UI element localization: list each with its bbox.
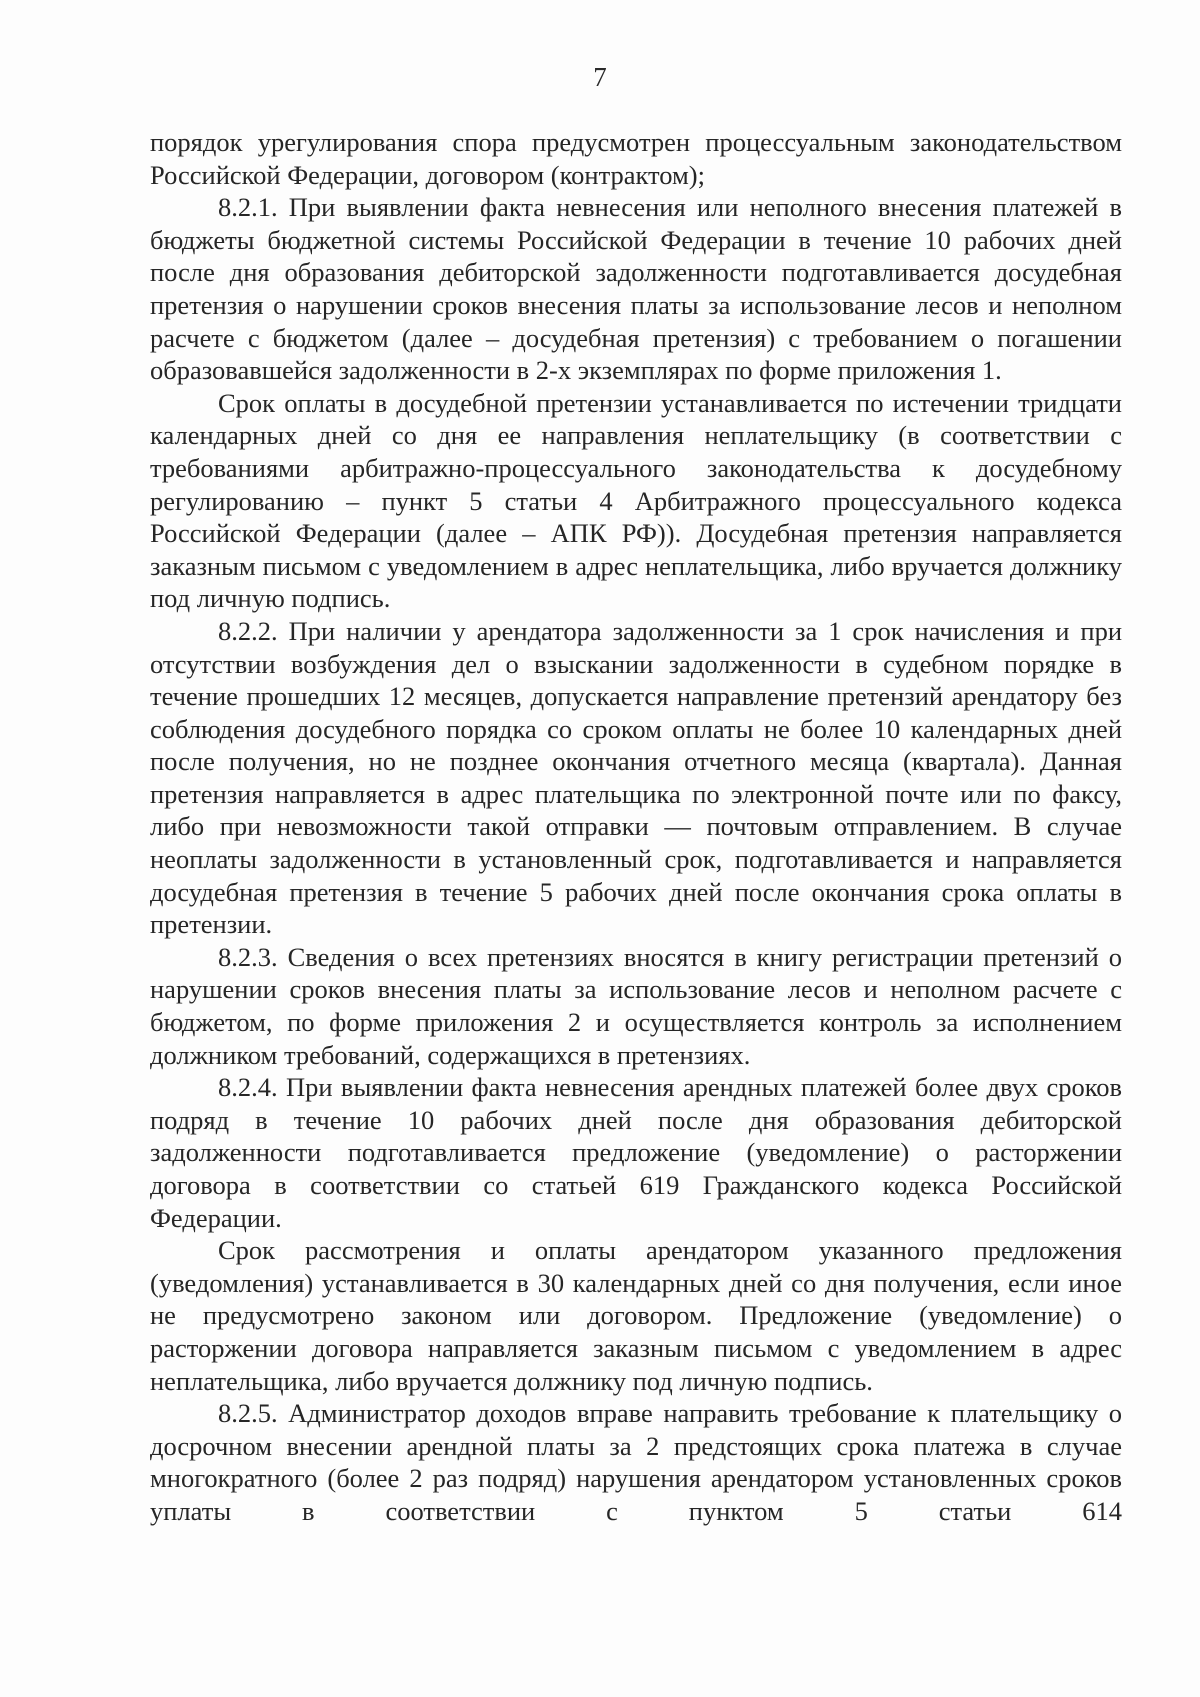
page-number: 7 bbox=[593, 62, 607, 92]
paragraph-8-2-1: 8.2.1. При выявлении факта невнесения или неполного внесения платежей в бюджеты бюджетной системы Российской Федерации в течение 10 рабочих дней после дня образования дебиторской задолженности подготавливается досудебная претензия о нарушении сроков внесения платы за использование лесов и неполном расчете с бюджетом (далее – досудебная претензия) с требованием о погашении образовавшейся задолженности в 2-х экземплярах по форме приложения 1. bbox=[150, 192, 1122, 386]
paragraph-payment-term: Срок оплаты в досудебной претензии устанавливается по истечении тридцати календарных дней со дня ее направления неплательщику (в соответствии с требованиями арбитражно-процессуального законодательства к досудебному регулированию – пункт 5 статьи 4 Арбитражного процессуального кодекса Российской Федерации (далее – АПК РФ)). Досудебная претензия направляется заказным письмом с уведомлением в адрес неплательщика, либо вручается должнику под личную подпись. bbox=[150, 387, 1122, 614]
paragraph-8-2-3: 8.2.3. Сведения о всех претензиях вносятся в книгу регистрации претензий о нарушении сроков внесения платы за использование лесов и неполном расчете с бюджетом, по форме приложения 2 и осуществляется контроль за исполнением должником требований, содержащихся в претензиях. bbox=[150, 941, 1122, 1070]
paragraph-8-2-4: 8.2.4. При выявлении факта невнесения арендных платежей более двух сроков подряд в течение 10 рабочих дней после дня образования дебиторской задолженности подготавливается предложение (уведомление) о расторжении договора в соответствии со статьей 619 Гражданского кодекса Российской Федерации. bbox=[150, 1072, 1122, 1233]
paragraph-8-2-5: 8.2.5. Администратор доходов вправе направить требование к плательщику о досрочном внесении арендной платы за 2 предстоящих срока платежа в случае многократного (более 2 раз подряд) нарушения арендатором установленных сроков уплаты в соответствии с пунктом 5 статьи 614 bbox=[150, 1398, 1122, 1526]
paragraph-8-2-2: 8.2.2. При наличии у арендатора задолженности за 1 срок начисления и при отсутствии возбуждения дел о взыскании задолженности в судебном порядке в течение прошедших 12 месяцев, допускается направление претензий арендатору без соблюдения досудебного порядка со сроком оплаты не более 10 календарных дней после получения, но не позднее окончания отчетного месяца (квартала). Данная претензия направляется в адрес плательщика по электронной почте или по факсу, либо при невозможности такой отправки — почтовым отправлением. В случае неоплаты задолженности в установленный срок, подготавливается и направляется досудебная претензия в течение 5 рабочих дней после окончания срока оплаты в претензии. bbox=[150, 615, 1122, 940]
paragraph-continuation: порядок урегулирования спора предусмотрен процессуальным законодательством Российской Федерации, договором (контрактом); bbox=[150, 127, 1122, 190]
paragraph-review-term: Срок рассмотрения и оплаты арендатором указанного предложения (уведомления) устанавливается в 30 календарных дней со дня получения, если иное не предусмотрено законом или договором. Предложение (уведомление) о расторжении договора направляется заказным письмом с уведомлением в адрес неплательщика, либо вручается должнику под личную подпись. bbox=[150, 1235, 1122, 1396]
document-body bbox=[150, 126, 1122, 1528]
